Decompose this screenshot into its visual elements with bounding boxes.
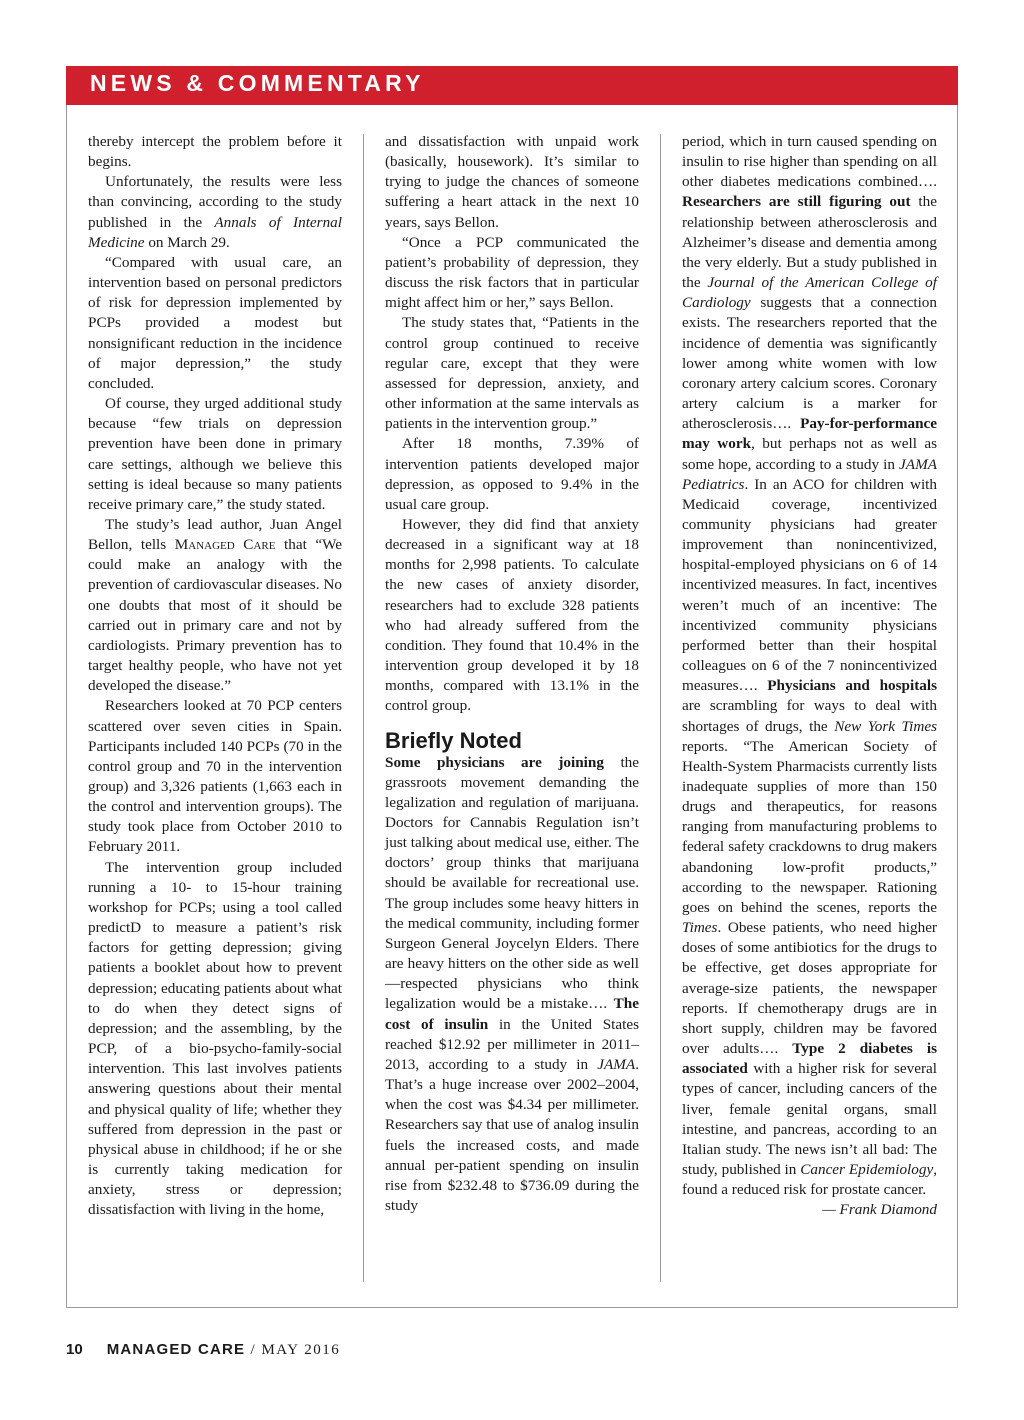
paragraph (88, 515, 342, 696)
brief-lead: Researchers are still figuring out (682, 193, 911, 211)
journal-name: Times (682, 919, 718, 937)
paragraph: thereby intercept the problem before it begins. (88, 133, 342, 171)
section-banner (66, 66, 958, 105)
text-run: in the United States reached $12.92 per millimeter in 2011–2013, according to a study in (385, 1015, 639, 1073)
magazine-title: MANAGED CARE (106, 1341, 246, 1358)
text-run: the relationship between atherosclerosis and Alzheimer’s disease and dementia among the very elderly. But a study published in the (682, 193, 937, 292)
paragraph (88, 172, 342, 253)
article-column-2 (385, 132, 639, 1216)
brief-lead: Type 2 diabetes is associated (682, 1040, 937, 1078)
issue-date: MAY 2016 (261, 1342, 341, 1358)
text-run: on March 29. (144, 233, 230, 251)
author-byline: — Frank Diamond (822, 1201, 937, 1219)
text-run: . In an ACO for children with Medicaid coverage, incentivized community physicians had greater improvement than nonincentivized, hospital-employed physicians on 6 of 14 incentivized measures. In fact, incentives weren’t much of an incentive: The incentivized community physicians performed better than their hospital colleagues on 6 of the 7 nonincentivized measures…. (682, 475, 937, 695)
journal-name: JAMA Pediatrics (682, 455, 937, 493)
magazine-name: Managed Care (174, 536, 276, 554)
article-column-3 (682, 132, 937, 1220)
paragraph: and dissatisfaction with unpaid work (basically, housework). It’s similar to trying to judge the chances of someone suffering a heart attack in the next 10 years, says Bellon. (385, 133, 639, 231)
journal-name: JAMA (597, 1055, 636, 1073)
paragraph: The study states that, “Patients in the control group continued to receive regular care, except that they were assessed for depression, anxiety, and other information at the same intervals as patients in the intervention group.” (385, 314, 639, 433)
text-run: are scrambling for ways to deal with shortages of drugs, the (682, 697, 937, 735)
paragraph: Researchers looked at 70 PCP centers scattered over seven cities in Spain. Participants included 140 PCPs (70 in the control group and 70 in the intervention group) and 3,326 patients (1,663 each in the control and intervention groups). The study took place from October 2010 to February 2011. (88, 697, 342, 856)
journal-name: Journal of the American College of Cardiology (682, 274, 937, 312)
text-run: suggests that a connection exists. The researchers reported that the incidence of dementia was significantly lower among white women with low coronary artery calcium scores. Coronary artery calcium is a marker for atherosclerosis…. (682, 294, 937, 433)
paragraph: “Compared with usual care, an intervention based on personal predictors of risk for depression implemented by PCPs provided a modest but nonsignificant reduction in the incidence of major depression,” the study concluded. (88, 253, 342, 392)
brief-lead: Some physicians are joining (385, 753, 604, 771)
text-run: , but perhaps not as well as some hope, according to a study in (682, 435, 938, 473)
page-number: 10 (66, 1341, 83, 1358)
text-run: reports. “The American Society of Health-System Pharmacists currently lists inadequate supplies of more than 150 drugs and therapeutics, for reasons ranging from manufacturing problems to federal safety crackdowns to drug makers abandoning low-profit products,” according to the newspaper. Rationing goes on behind the scenes, reports the (682, 737, 937, 916)
brief-lead: The cost of insulin (385, 995, 639, 1033)
paragraph: Of course, they urged additional study because “few trials on depression prevention have been done in primary care settings, although we believe this setting is ideal because so many patients receive primary care,” the study stated. (88, 395, 342, 513)
column-divider (363, 134, 364, 1282)
text-run: . Obese patients, who need higher doses of some antibiotics for the drugs to be effective, get doses appropriate for average-size patients, the newspaper reports. If chemotherapy drugs are in short supply, children may be favored over adults…. (682, 919, 937, 1058)
text-run: The study’s lead author, Juan Angel Bellon, tells (88, 515, 342, 554)
paragraph: “Once a PCP communicated the patient’s probability of depression, they discuss the risk factors that in particular might affect him or her,” says Bellon. (385, 233, 639, 312)
paragraph: However, they did find that anxiety decreased in a significant way at 18 months for 2,998 patients. To calculate the new cases of anxiety disorder, researchers had to exclude 328 patients who had already suffered from the condition. They found that 10.4% in the intervention group developed it by 18 months, compared with 13.1% in the control group. (385, 515, 639, 715)
column-divider (660, 134, 661, 1282)
section-title: NEWS & COMMENTARY (90, 70, 425, 96)
text-run: with a higher risk for several types of cancer, including cancers of the liver, female genital organs, small intestine, and pancreas, according to an Italian study. The news isn’t all bad: The study, published in (682, 1060, 937, 1178)
paragraph: After 18 months, 7.39% of intervention patients developed major depression, as opposed to 9.4% in the usual care group. (385, 435, 639, 513)
journal-name: Annals of Internal Medicine (88, 213, 342, 251)
paragraph: The intervention group included running a 10- to 15-hour training workshop for PCPs; using a tool called predictD to measure a patient’s risk factors for getting depression; giving patients a booklet about how to prevent depression; educating patients about what to do when they detect signs of depression; and the assembling, by the PCP, of a bio-psycho-family-social intervention. This last involves patients answering questions about their mental and physical quality of life; whether they suffered from depression in the past or physical abuse in childhood; if he or she is currently taking medication for anxiety, stress or depression; dissatisfaction with living in the home, (88, 858, 342, 1219)
page-footer (66, 1341, 340, 1359)
briefly-noted-heading: Briefly Noted (385, 727, 522, 753)
text-run: that “We could make an analogy with the prevention of cardiovascular diseases. No one doubts that most of it should be carried out in primary care and not by cardiologists. Primary prevention has to target healthy people, who have not yet developed the disease.” (88, 536, 343, 695)
journal-name: New York Times (834, 717, 937, 735)
text-run: the grassroots movement demanding the legalization and regulation of marijuana. Doctors for Cannabis Regulation isn’t just talking about medical use, either. The doctors’ group thinks that marijuana should be available for recreational use. The group includes some heavy hitters in the medical community, including former Surgeon General Joycelyn Elders. There are heavy hitters on the other side as well—respected physicians who think legalization would be a mistake…. (385, 753, 639, 1013)
brief-paragraph (682, 132, 937, 1200)
footer-separator: / (245, 1342, 262, 1358)
text-run: period, which in turn caused spending on insulin to rise higher than spending on all other diabetes medications combined…. (682, 133, 937, 191)
text-run: Unfortunately, the results were less than convincing, according to the study published in the (88, 173, 342, 231)
brief-lead: Physicians and hospitals (767, 677, 937, 695)
article-column-1 (88, 132, 342, 1220)
journal-name: Cancer Epidemiology (800, 1160, 934, 1178)
text-run: , found a reduced risk for prostate cancer. (682, 1160, 937, 1199)
text-run: . That’s a huge increase over 2002–2004, when the cost was $4.34 per millimeter. Researchers say that use of analog insulin fuels the increased costs, and made annual per-patient spending on insulin rise from $232.48 to $736.09 during the study (385, 1055, 639, 1214)
brief-lead: Pay-for-performance may work (682, 415, 937, 453)
brief-paragraph (385, 753, 639, 1217)
